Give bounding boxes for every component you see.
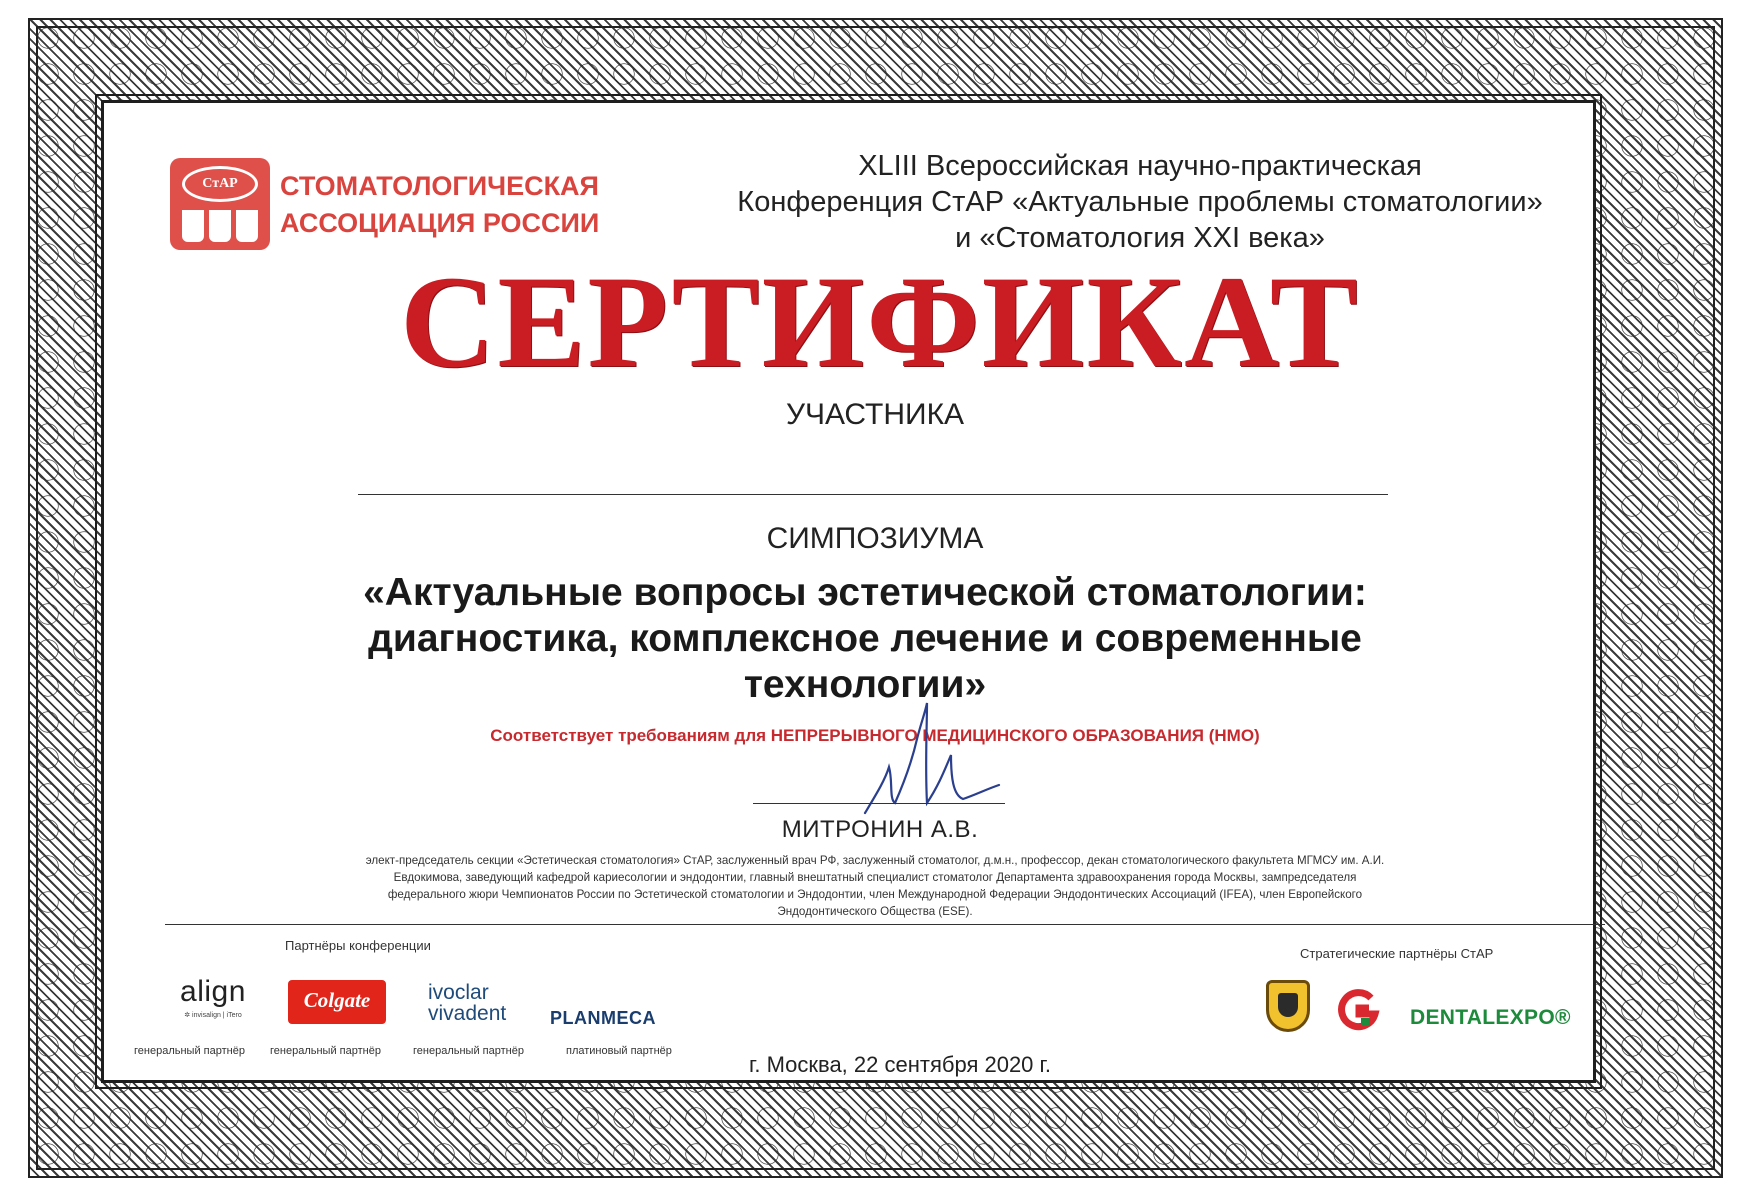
signer-name: МИТРОНИН А.В. (781, 816, 979, 843)
ivoclar-logo: ivoclar vivadent (428, 981, 507, 1025)
dentalexpo-logo: DENTALEXPO® (1410, 1006, 1571, 1029)
tooth-icon (236, 210, 258, 242)
symposium-label: СИМПОЗИУМА (766, 522, 984, 555)
signer-bio-line1: элект-председатель секции «Эстетическая стоматология» СтАР, заслуженный врач РФ, заслуженный стоматолог, д.м.н., профессор, декан стоматологического факультета МГМСУ им. А.И. (365, 854, 1385, 867)
association-name (280, 168, 640, 242)
align-logo-subtext: ✲ invisalign | iTero (184, 1012, 242, 1019)
tooth-icon (209, 210, 231, 242)
certificate-subtitle: УЧАСТНИКА (785, 398, 965, 431)
signer-bio-line3: федерального жюри Чемпионатов России по Эстетической стоматологии и Эндодонтии, член Международной Федерации Эндодонтических Ассоциаций (IFEA), член Европейского (387, 888, 1363, 901)
topic-line1: «Актуальные вопросы эстетической стоматологии: (363, 571, 1367, 614)
partner-tag: генеральный партнёр (413, 1045, 524, 1057)
topic-line2: диагностика, комплексное лечение и современные (368, 617, 1362, 660)
planmeca-logo: PLANMECA (550, 1008, 656, 1028)
nmo-note: Соответствует требованиям для НЕПРЕРЫВНОГО МЕДИЦИНСКОГО ОБРАЗОВАНИЯ (НМО) (490, 726, 1260, 745)
coat-of-arms-icon (1266, 980, 1310, 1032)
conference-title (640, 148, 1640, 256)
tooth-icon (182, 210, 204, 242)
partner-tag: генеральный партнёр (270, 1045, 381, 1057)
signer-bio (220, 852, 1530, 920)
signature-line (753, 803, 1005, 804)
divider (165, 924, 1605, 925)
name-line (358, 494, 1388, 495)
conference-line2: Конференция СтАР «Актуальные проблемы стоматологии» (737, 186, 1543, 218)
conference-line1: XLIII Всероссийская научно-практическая (858, 150, 1422, 182)
place-date: г. Москва, 22 сентября 2020 г. (749, 1052, 1051, 1077)
topic-line3: технологии» (743, 663, 987, 706)
strategic-partners-title: Стратегические партнёры СтАР (1300, 946, 1494, 961)
certificate-title: СЕРТИФИКАТ (400, 248, 1360, 395)
colgate-logo: Colgate (288, 980, 386, 1024)
association-name-line2: АССОЦИАЦИЯ РОССИИ (280, 208, 600, 238)
signer-bio-line2: Евдокимова, заведующий кафедрой кариесологии и эндодонтии, главный внештатный специалист стоматолог Департамента здравоохранения города Москвы, зампредседателя (393, 871, 1357, 884)
association-name-line1: СТОМАТОЛОГИЧЕСКАЯ (280, 171, 599, 201)
partners-title: Партнёры конференции (285, 938, 431, 953)
signature-icon (855, 695, 1005, 835)
symposium-topic (240, 570, 1490, 708)
star-logo-icon (170, 158, 270, 250)
logo-emblem-text: СтАР (182, 166, 258, 202)
align-logo-text: align (180, 975, 246, 1008)
partner-tag: платиновый партнёр (566, 1045, 672, 1057)
align-logo (158, 975, 268, 1019)
signer-bio-line4: Эндодонтического Общества (ESE). (777, 905, 973, 918)
g-logo-icon (1335, 988, 1381, 1034)
conference-line3: и «Стоматология XXI века» (955, 222, 1325, 254)
partner-tag: генеральный партнёр (134, 1045, 245, 1057)
